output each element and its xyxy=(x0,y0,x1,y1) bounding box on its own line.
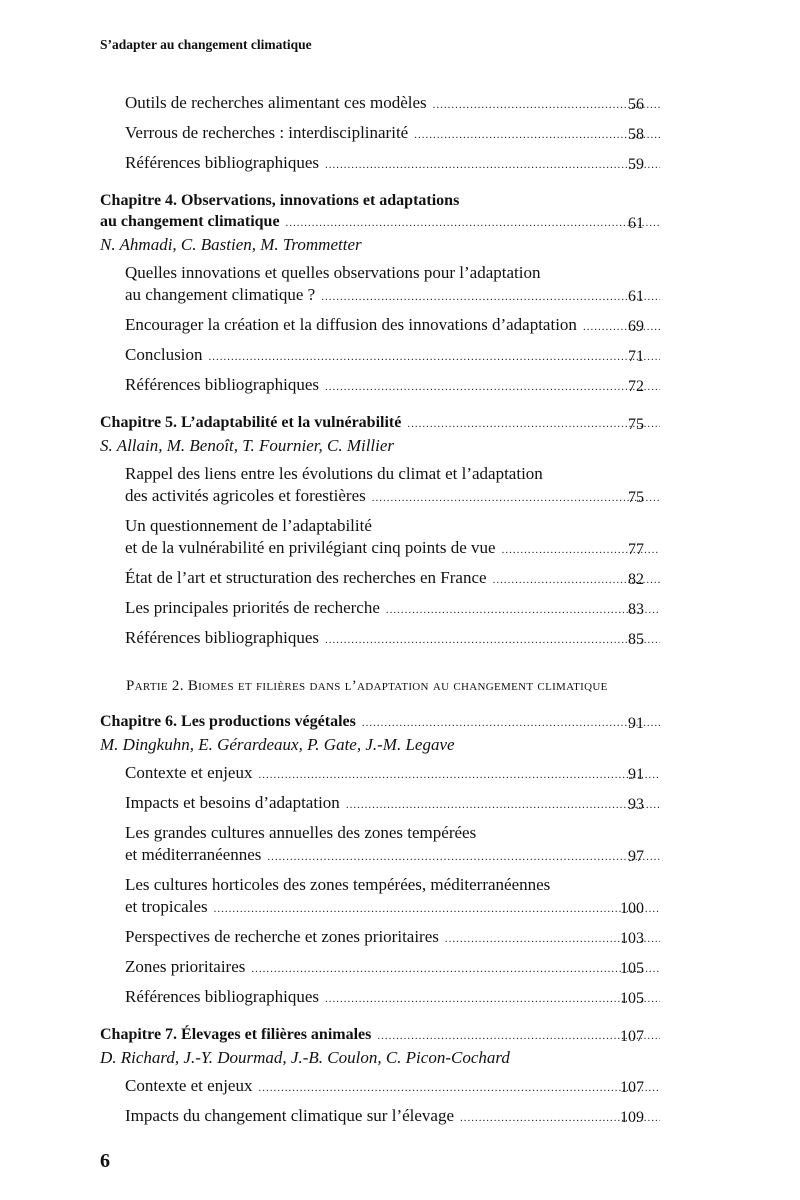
toc-entry[interactable] xyxy=(125,874,720,920)
toc-entry-text xyxy=(125,986,660,1010)
toc-entry-label: Impacts du changement climatique sur l’élevage xyxy=(125,1106,455,1125)
toc-entry-text xyxy=(125,822,720,844)
toc-entry-label: Références bibliographiques xyxy=(125,153,320,172)
toc-page-number: 107 xyxy=(620,1028,644,1045)
toc-entry-label: État de l’art et structuration des recherches en France xyxy=(125,568,487,587)
toc-entry[interactable] xyxy=(125,1075,720,1099)
toc-page-number: 72 xyxy=(628,378,644,395)
toc-entry-text xyxy=(125,92,660,116)
toc-page-number: 58 xyxy=(628,126,644,143)
page-number: 6 xyxy=(100,1150,110,1172)
chapter-authors: N. Ahmadi, C. Bastien, M. Trommetter xyxy=(100,235,362,254)
dot-leader xyxy=(258,764,660,786)
toc-page-number: 103 xyxy=(620,930,644,947)
dot-leader xyxy=(321,286,660,308)
chapter-title-line xyxy=(100,190,720,211)
toc-entry-label: Zones prioritaires xyxy=(125,957,246,976)
running-header: S’adapter au changement climatique xyxy=(100,37,312,52)
toc-entry[interactable] xyxy=(125,463,720,509)
chapter-heading-ch7[interactable] xyxy=(100,1024,720,1047)
chapter-title: Chapitre 4. Observations, innovations et adaptations xyxy=(100,192,460,209)
chapter-title-line xyxy=(100,211,660,234)
toc-page-number: 75 xyxy=(628,489,644,506)
chapter-authors: D. Richard, J.-Y. Dourmad, J.-B. Coulon, C. Picon-Cochard xyxy=(100,1048,510,1067)
chapter-title: Chapitre 6. Les productions végétales xyxy=(100,713,356,730)
toc-entry-label: Les grandes cultures annuelles des zones tempérées xyxy=(125,823,477,842)
toc-entry-text xyxy=(125,374,660,398)
toc-entry[interactable] xyxy=(125,92,720,116)
dot-leader xyxy=(325,376,660,398)
toc-entry-label: Un questionnement de l’adaptabilité xyxy=(125,516,372,535)
dot-leader xyxy=(214,898,660,920)
toc-page-number: 97 xyxy=(628,848,644,865)
toc-entry-text xyxy=(125,1105,660,1129)
toc-entry-text xyxy=(125,537,660,561)
toc-entry-text xyxy=(125,122,660,146)
toc-page-number: 82 xyxy=(628,571,644,588)
toc-page-number: 100 xyxy=(620,900,644,917)
toc-entry-label: et de la vulnérabilité en privilégiant cinq points de vue xyxy=(125,538,496,557)
toc-page-number: 91 xyxy=(628,766,644,783)
toc-page-number: 93 xyxy=(628,796,644,813)
toc-entry-label: Conclusion xyxy=(125,345,203,364)
toc-entry[interactable] xyxy=(125,986,720,1010)
dot-leader xyxy=(362,713,660,734)
toc-entry[interactable] xyxy=(125,122,720,146)
toc-entry-text xyxy=(125,844,660,868)
toc-entry-text xyxy=(125,152,660,176)
dot-leader xyxy=(258,1077,660,1099)
toc-entry-text xyxy=(125,344,660,368)
toc-entry[interactable] xyxy=(125,956,720,980)
dot-leader xyxy=(325,988,660,1010)
toc-entry-text xyxy=(125,762,660,786)
toc-page-number: 71 xyxy=(628,348,644,365)
toc-entry-label: Références bibliographiques xyxy=(125,628,320,647)
toc-page-number: 91 xyxy=(628,715,644,732)
dot-leader xyxy=(407,414,660,435)
toc-entry-text xyxy=(125,515,720,537)
toc-entry-text xyxy=(125,1075,660,1099)
toc-entry-text xyxy=(125,567,660,591)
toc-page-number: 69 xyxy=(628,318,644,335)
chapter-title: Chapitre 5. L’adaptabilité et la vulnérabilité xyxy=(100,414,402,431)
toc-entry-label: au changement climatique ? xyxy=(125,285,316,304)
toc-entry-text xyxy=(125,314,660,338)
toc-page-number: 77 xyxy=(628,541,644,558)
toc-entry-label: et tropicales xyxy=(125,897,208,916)
dot-leader xyxy=(325,154,660,176)
toc-entry-text xyxy=(125,597,660,621)
dot-leader xyxy=(414,124,660,146)
dot-leader xyxy=(372,487,660,509)
dot-leader xyxy=(346,794,660,816)
toc-entry-label: des activités agricoles et forestières xyxy=(125,486,366,505)
toc-page-number: 83 xyxy=(628,601,644,618)
toc-entry[interactable] xyxy=(125,314,720,338)
chapter-authors: M. Dingkuhn, E. Gérardeaux, P. Gate, J.-M. Legave xyxy=(100,735,455,754)
chapter-heading-ch6[interactable] xyxy=(100,711,720,734)
toc-page-number: 61 xyxy=(628,215,644,232)
dot-leader xyxy=(267,846,660,868)
toc-page-number: 59 xyxy=(628,156,644,173)
dot-leader xyxy=(251,958,660,980)
toc-entry-label: Verrous de recherches : interdisciplinarité xyxy=(125,123,409,142)
toc-entry[interactable] xyxy=(125,515,720,561)
dot-leader xyxy=(433,94,660,116)
toc-entry-text xyxy=(125,874,720,896)
toc-entry-label: Outils de recherches alimentant ces modèles xyxy=(125,93,427,112)
toc-entry[interactable] xyxy=(125,262,720,308)
toc-page-number: 105 xyxy=(620,960,644,977)
toc-entry-label: Rappel des liens entre les évolutions du climat et l’adaptation xyxy=(125,464,543,483)
chapter-heading-ch5[interactable] xyxy=(100,412,720,435)
toc-entry[interactable] xyxy=(125,762,720,786)
toc-entry-label: Perspectives de recherche et zones prioritaires xyxy=(125,927,439,946)
toc-entry-label: Impacts et besoins d’adaptation xyxy=(125,793,340,812)
chapter-authors: S. Allain, M. Benoît, T. Fournier, C. Millier xyxy=(100,436,395,455)
toc-entry-label: Contexte et enjeux xyxy=(125,763,253,782)
toc-entry-label: Encourager la création et la diffusion des innovations d’adaptation xyxy=(125,315,577,334)
chapter-title-line xyxy=(100,711,660,734)
toc-page-number: 109 xyxy=(620,1109,644,1126)
toc-entry-text xyxy=(125,926,660,950)
toc-entry-text xyxy=(125,956,660,980)
toc-entry-text xyxy=(125,627,660,651)
toc-entry[interactable] xyxy=(125,344,720,368)
part-label: Partie 2. xyxy=(126,678,188,694)
toc-page-number: 61 xyxy=(628,288,644,305)
toc-page-number: 105 xyxy=(620,990,644,1007)
toc-entry-label: Contexte et enjeux xyxy=(125,1076,253,1095)
toc-entry-text xyxy=(125,284,660,308)
toc-entry-text xyxy=(125,485,660,509)
toc-page-number: 56 xyxy=(628,96,644,113)
dot-leader xyxy=(583,316,660,338)
toc-entry[interactable] xyxy=(125,926,720,950)
toc-entry-text xyxy=(125,463,720,485)
dot-leader xyxy=(286,213,660,234)
chapter-title: Chapitre 7. Élevages et filières animales xyxy=(100,1026,372,1043)
chapter-heading-ch4[interactable] xyxy=(100,190,720,234)
toc-page-number: 85 xyxy=(628,631,644,648)
chapter-title-line xyxy=(100,412,660,435)
toc-entry[interactable] xyxy=(125,792,720,816)
table-of-contents xyxy=(0,92,800,1135)
dot-leader xyxy=(325,629,660,651)
toc-page-number: 75 xyxy=(628,416,644,433)
toc-entry[interactable] xyxy=(125,567,720,591)
toc-entry-text xyxy=(125,896,660,920)
toc-page-number: 107 xyxy=(620,1079,644,1096)
dot-leader xyxy=(208,346,660,368)
toc-entry[interactable] xyxy=(125,1105,720,1129)
part-heading xyxy=(126,675,800,697)
toc-entry[interactable] xyxy=(125,152,720,176)
part-title: Biomes et filières dans l’adaptation au changement climatique xyxy=(187,678,608,694)
toc-entry-label: et méditerranéennes xyxy=(125,845,262,864)
chapter-title: au changement climatique xyxy=(100,213,280,230)
toc-entry-label: Références bibliographiques xyxy=(125,375,320,394)
toc-entry[interactable] xyxy=(125,822,720,868)
toc-entry-label: Références bibliographiques xyxy=(125,987,320,1006)
dot-leader xyxy=(386,599,660,621)
toc-entry-text xyxy=(125,262,720,284)
toc-entry-label: Les cultures horticoles des zones tempérées, méditerranéennes xyxy=(125,875,551,894)
toc-entry-label: Quelles innovations et quelles observations pour l’adaptation xyxy=(125,263,541,282)
dot-leader xyxy=(377,1026,660,1047)
toc-entry[interactable] xyxy=(125,374,720,398)
toc-entry[interactable] xyxy=(125,627,720,651)
toc-entry-text xyxy=(125,792,660,816)
toc-entry[interactable] xyxy=(125,597,720,621)
toc-entry-label: Les principales priorités de recherche xyxy=(125,598,380,617)
chapter-title-line xyxy=(100,1024,660,1047)
